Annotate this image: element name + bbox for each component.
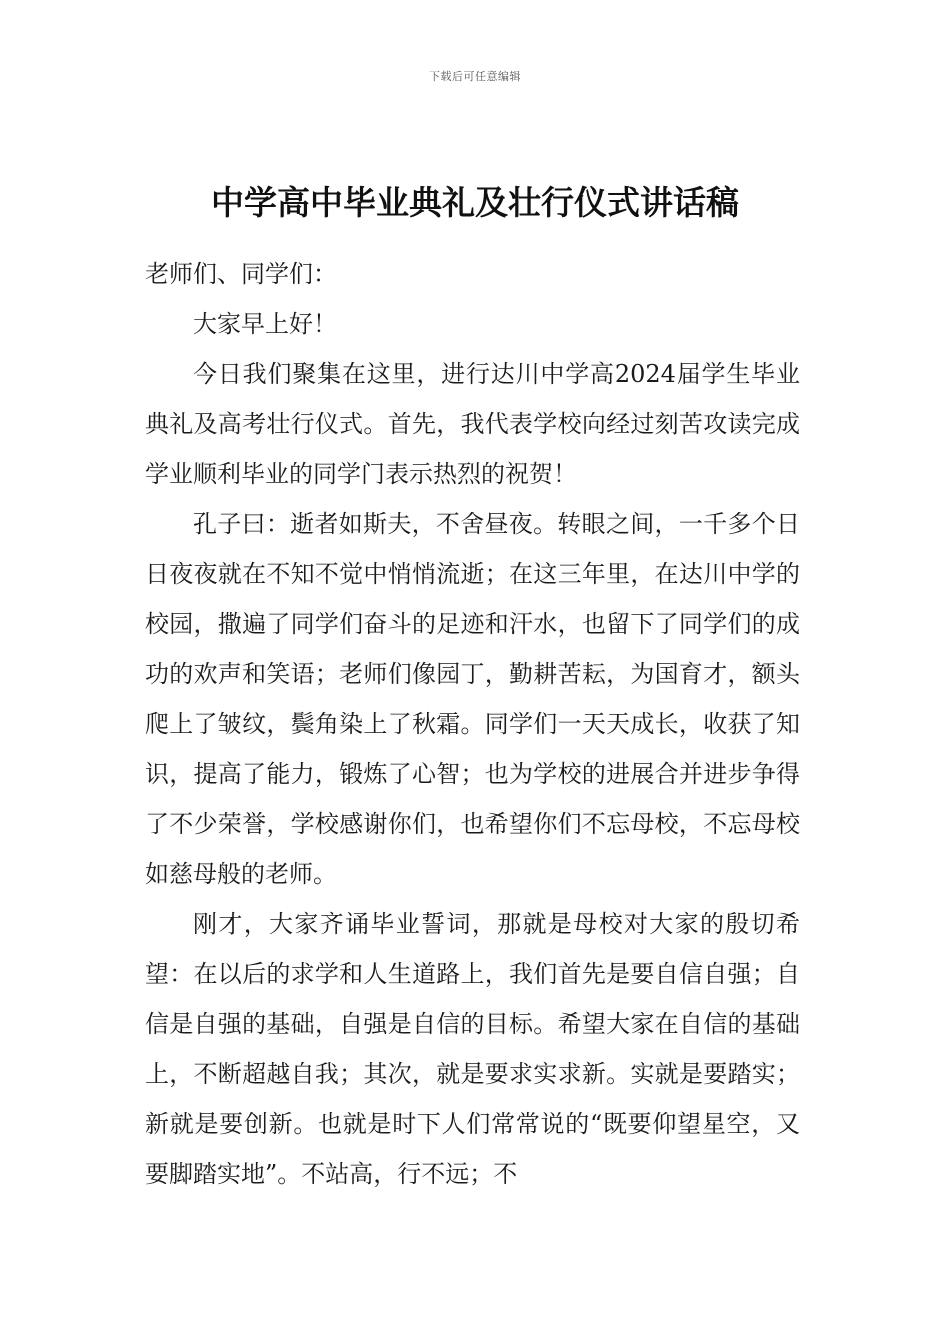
salutation: 老师们、同学们： [145,260,337,288]
document-title: 中学高中毕业典礼及壮行仪式讲话稿 [211,183,739,222]
document-body [145,249,800,1199]
paragraph-reflection: 孔子曰：逝者如斯夫，不舍昼夜。转眼之间，一千多个日日夜夜就在不知不觉中悄悄流逝；在这三年里，在达川中学的校园，撒遍了同学们奋斗的足迹和汗水，也留下了同学们的成功的欢声和笑语；老师们像园丁，勤耕苦耘，为国育才，额头爬上了皱纹，鬓角染上了秋霜。同学们一天天成长，收获了知识，提高了能力，锻炼了心智；也为学校的进展合并进步争得了不少荣誉，学校感谢你们，也希望你们不忘母校，不忘母校如慈母般的老师。 [145,510,800,888]
paragraph-greeting: 大家早上好！ [193,310,337,338]
paragraph-opening: 今日我们聚集在这里，进行达川中学高2024届学生毕业典礼及高考壮行仪式。首先，我代表学校向经过刻苦攻读完成学业顺利毕业的同学门表示热烈的祝贺！ [145,360,800,488]
paragraph-expectation: 刚才，大家齐诵毕业誓词，那就是母校对大家的殷切希望：在以后的求学和人生道路上，我们首先是要自信自强；自信是自强的基础，自强是自信的目标。希望大家在自信的基础上，不断超越自我；其次，就是要求实求新。实就是要踏实；新就是要创新。也就是时下人们常常说的“既要仰望星空，又要脚踏实地”。不站高，行不远；不 [145,910,800,1188]
header-note: 下载后可任意编辑 [429,70,521,83]
